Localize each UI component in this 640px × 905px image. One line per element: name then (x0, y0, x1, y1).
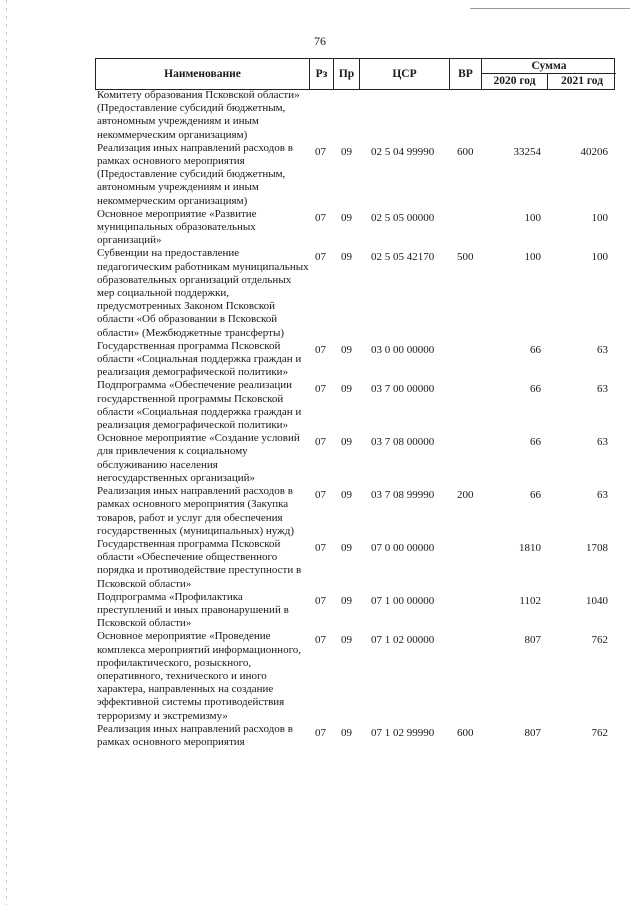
row-amount-2020: 807 (524, 726, 541, 739)
scan-edge-top (470, 8, 630, 9)
header-year-2020: 2020 год (482, 74, 548, 89)
row-rz: 07 (315, 489, 326, 502)
table-row (95, 538, 615, 591)
scan-edge-left (6, 0, 7, 905)
row-vr: 500 (457, 251, 474, 264)
row-rz: 07 (315, 594, 326, 607)
row-name: Подпрограмма «Профилактика преступлений и иных правонарушений в Псковской области» (97, 590, 289, 630)
table-row (95, 432, 615, 485)
table-row (95, 723, 615, 749)
row-amount-2020: 807 (524, 634, 541, 647)
row-pr: 09 (341, 145, 352, 158)
row-rz: 07 (315, 383, 326, 396)
row-amount-2021: 63 (597, 343, 608, 356)
row-amount-2020: 100 (524, 211, 541, 224)
row-amount-2021: 40206 (580, 145, 608, 158)
row-vr: 600 (457, 145, 474, 158)
header-name: Наименование (96, 59, 310, 89)
row-name: Государственная программа Псковской области «Социальная поддержка граждан и реализация демографической политики» (97, 339, 302, 379)
row-csr: 03 7 08 00000 (371, 436, 435, 449)
table-row (95, 89, 615, 142)
row-csr: 03 0 00 00000 (371, 343, 435, 356)
row-csr: 03 7 08 99990 (371, 489, 435, 502)
row-csr: 07 1 02 00000 (371, 634, 435, 647)
header-year-2021: 2021 год (560, 75, 604, 87)
table-header-row (95, 58, 615, 90)
row-name: Реализация иных направлений расходов в рамках основного мероприятия (Закупка товаров, работ и услуг для обеспечения государственных (муниципальных) нужд) (97, 485, 294, 537)
row-amount-2020: 66 (530, 343, 541, 356)
table-row (95, 485, 615, 538)
row-rz: 07 (315, 541, 326, 554)
row-csr: 07 1 00 00000 (371, 594, 435, 607)
row-pr: 09 (341, 594, 352, 607)
row-name: Субвенции на предоставление педагогическим работникам муниципальных образовательных организаций отдельных мер социальной поддержки, предусмотренных Законом Псковской области «Об образовании в Псковской области» (Межбюджетные трансферты) (97, 247, 309, 339)
row-name: Основное мероприятие «Проведение комплекса мероприятий информационного, профилактического, розыскного, оперативного, технического и иного характера, направленных на создание эффективной системы противодействия терроризму и экстремизму» (97, 630, 302, 722)
row-name: Государственная программа Псковской области «Обеспечение общественного порядка и противодействие преступности в Псковской области» (97, 537, 302, 590)
row-pr: 09 (341, 489, 352, 502)
table-row (95, 247, 615, 339)
row-amount-2021: 1040 (586, 594, 608, 607)
row-rz: 07 (315, 436, 326, 449)
row-amount-2021: 762 (591, 634, 608, 647)
row-rz: 07 (315, 251, 326, 264)
row-name: Комитету образования Псковской области» (Предоставление субсидий бюджетным, автономным учреждениям и иным некоммерческим организациям) (97, 89, 300, 141)
row-amount-2021: 762 (591, 726, 608, 739)
row-name: Основное мероприятие «Развитие муниципальных образовательных организаций» (97, 207, 257, 247)
row-rz: 07 (315, 145, 326, 158)
table-row (95, 208, 615, 248)
row-csr: 07 1 02 99990 (371, 726, 435, 739)
row-csr: 03 7 00 00000 (371, 383, 435, 396)
row-vr: 600 (457, 726, 474, 739)
budget-table-header (95, 58, 615, 90)
table-row (95, 379, 615, 432)
row-amount-2020: 100 (524, 251, 541, 264)
row-amount-2020: 66 (530, 436, 541, 449)
row-rz: 07 (315, 211, 326, 224)
table-row (95, 591, 615, 631)
row-amount-2021: 63 (597, 489, 608, 502)
row-amount-2020: 1102 (519, 594, 541, 607)
row-rz: 07 (315, 343, 326, 356)
row-name: Реализация иных направлений расходов в рамках основного мероприятия (Предоставление субсидий бюджетным, автономным учреждениям и иным некоммерческим организациям) (97, 141, 293, 207)
row-rz: 07 (315, 634, 326, 647)
row-amount-2021: 100 (591, 251, 608, 264)
row-rz: 07 (315, 726, 326, 739)
header-pr: Пр (334, 59, 360, 89)
row-csr: 02 5 05 00000 (371, 211, 435, 224)
row-csr: 02 5 04 99990 (371, 145, 435, 158)
row-amount-2020: 1810 (519, 541, 541, 554)
header-sum: Сумма (531, 60, 567, 72)
row-amount-2021: 63 (597, 383, 608, 396)
table-row (95, 340, 615, 380)
row-csr: 02 5 05 42170 (371, 251, 435, 264)
row-name: Подпрограмма «Обеспечение реализации государственной программы Псковской области «Социальная поддержка граждан и реализация демографической политики» (97, 379, 302, 432)
row-pr: 09 (341, 343, 352, 356)
header-vr: ВР (450, 59, 482, 89)
row-pr: 09 (341, 383, 352, 396)
row-pr: 09 (341, 211, 352, 224)
header-sum-group (482, 59, 616, 89)
row-pr: 09 (341, 541, 352, 554)
table-row (95, 142, 615, 208)
row-name: Основное мероприятие «Создание условий для привлечения к социальному обслуживанию населения негосударственных организаций» (97, 432, 300, 484)
row-pr: 09 (341, 436, 352, 449)
row-pr: 09 (341, 251, 352, 264)
row-pr: 09 (341, 726, 352, 739)
header-rz: Рз (310, 59, 334, 89)
header-csr: ЦСР (360, 59, 450, 89)
row-csr: 07 0 00 00000 (371, 541, 435, 554)
row-amount-2020: 66 (530, 489, 541, 502)
row-amount-2020: 33254 (513, 145, 541, 158)
row-pr: 09 (341, 634, 352, 647)
table-row (95, 630, 615, 722)
row-amount-2021: 1708 (586, 541, 608, 554)
page-number: 76 (314, 34, 326, 48)
row-amount-2020: 66 (530, 383, 541, 396)
row-vr: 200 (457, 489, 474, 502)
row-amount-2021: 100 (591, 211, 608, 224)
row-amount-2021: 63 (597, 436, 608, 449)
row-name: Реализация иных направлений расходов в рамках основного мероприятия (97, 722, 293, 748)
table-body (95, 89, 615, 749)
